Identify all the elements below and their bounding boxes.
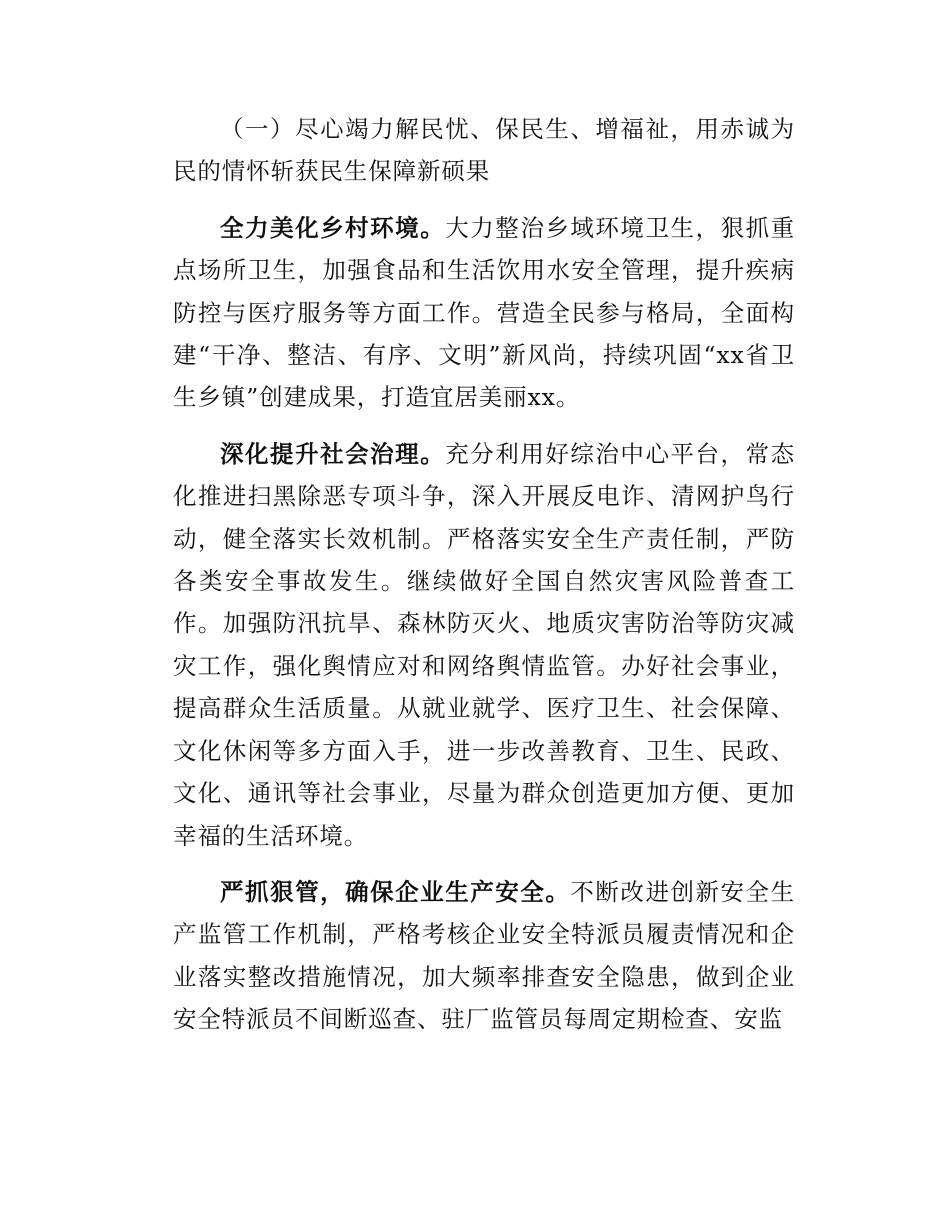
paragraph-lead: 深化提升社会治理。 — [220, 439, 446, 468]
paragraph-lead: 全力美化乡村环境。 — [220, 213, 446, 242]
paragraph-production-safety — [173, 871, 795, 1041]
paragraph-lead: 严抓狠管，确保企业生产安全。 — [220, 877, 571, 906]
document-body — [173, 108, 795, 1055]
paragraph-social-governance — [173, 433, 795, 857]
paragraph-body: 充分利用好综治中心平台，常态化推进扫黑除恶专项斗争，深入开展反电诈、清网护鸟行动，健全落实长效机制。严格落实安全生产责任制，严防各类安全事故发生。继续做好全国自然灾害风险普查工作。加强防汛抗旱、森林防灭火、地质灾害防治等防灾减灾工作，强化舆情应对和网络舆情监管。办好社会事业，提高群众生活质量。从就业就学、医疗卫生、社会保障、文化休闲等多方面入手，进一步改善教育、卫生、民政、文化、通讯等社会事业，尽量为群众创造更加方便、更加幸福的生活环境。 — [173, 439, 795, 850]
section-heading: （一）尽心竭力解民忧、保民生、增福祉，用赤诚为民的情怀斩获民生保障新硕果 — [173, 115, 795, 186]
paragraph-body: 不断改进创新安全生产监管工作机制，严格考核企业安全特派员履责情况和企业落实整改措施情况，加大频率排查安全隐患，做到企业安全特派员不间断巡查、驻厂监管员每周定期检查、安监 — [173, 877, 795, 1034]
paragraph-rural-environment — [173, 207, 795, 419]
paragraph-body: 大力整治乡域环境卫生，狠抓重点场所卫生，加强食品和生活饮用水安全管理，提升疾病防控与医疗服务等方面工作。营造全民参与格局，全面构建“干净、整洁、有序、文明”新风尚，持续巩固“xx省卫生乡镇”创建成果，打造宜居美丽xx。 — [173, 213, 795, 412]
